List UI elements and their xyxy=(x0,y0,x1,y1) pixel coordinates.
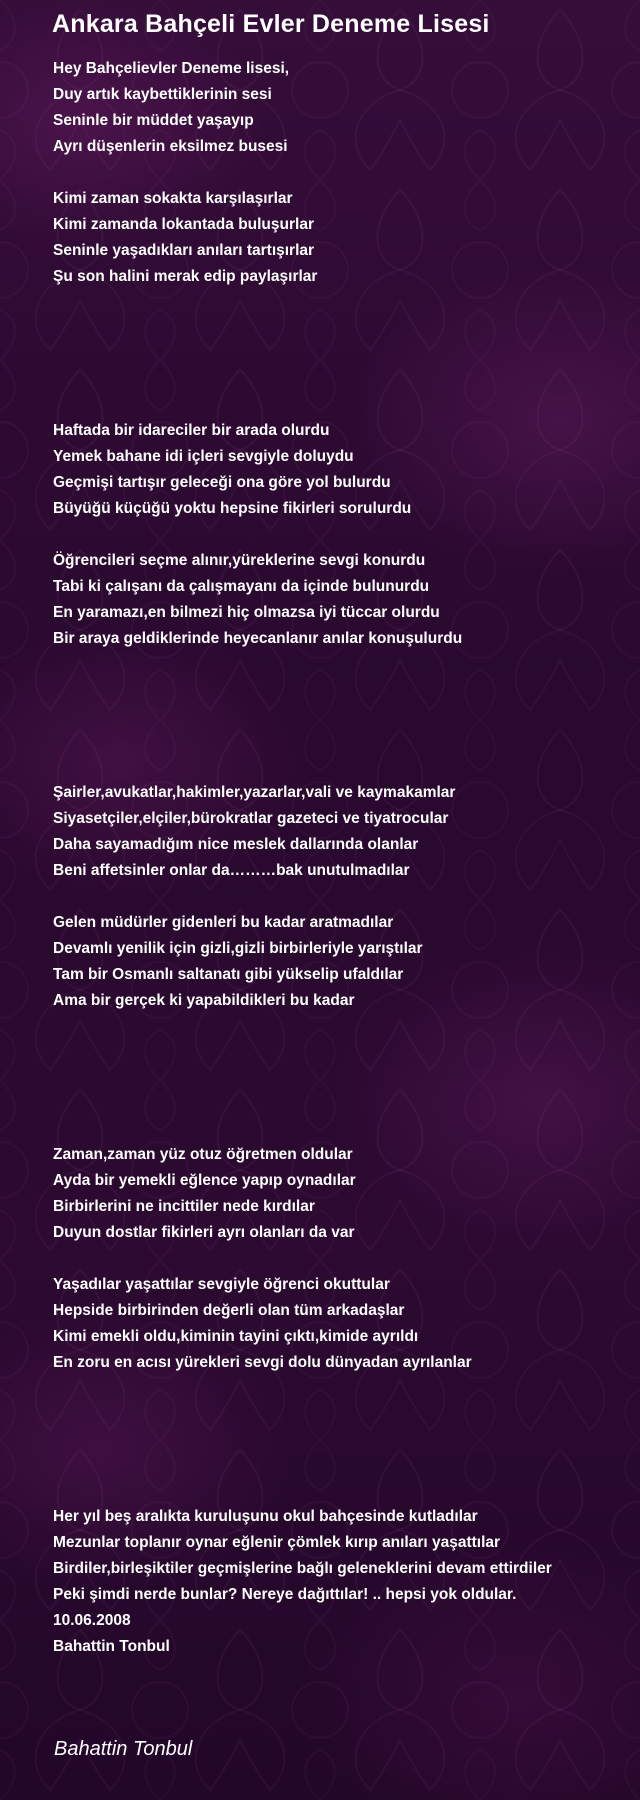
poem-line: Birdiler,birleşiktiler geçmişlerine bağlı geleneklerini devam ettirdiler xyxy=(53,1560,552,1577)
poem-line: Duy artık kaybettiklerinin sesi xyxy=(53,86,272,103)
poem-line: Şairler,avukatlar,hakimler,yazarlar,vali ve kaymakamlar xyxy=(53,784,456,801)
poem-line: Ayrı düşenlerin eksilmez busesi xyxy=(53,138,288,155)
poem-line: Duyun dostlar fikirleri ayrı olanları da var xyxy=(53,1224,355,1241)
poem-line: Kimi emekli oldu,kiminin tayini çıktı,kimide ayrıldı xyxy=(53,1328,419,1345)
poem-section xyxy=(53,56,613,290)
author-name: Bahattin Tonbul xyxy=(54,1738,193,1760)
poem-line: Hey Bahçelievler Deneme lisesi, xyxy=(53,60,290,77)
poem-line: Birbirlerini ne incittiler nede kırdılar xyxy=(53,1198,315,1215)
poem-line: Peki şimdi nerde bunlar? Nereye dağıttılar! .. hepsi yok oldular. xyxy=(53,1586,517,1603)
poem-line: Yemek bahane idi içleri sevgiyle doluydu xyxy=(53,448,354,465)
stanza xyxy=(53,910,613,1014)
poem-line: Siyasetçiler,elçiler,bürokratlar gazeteci ve tiyatrocular xyxy=(53,810,449,827)
stanza xyxy=(53,1504,613,1660)
poem-line: Kimi zaman sokakta karşılaşırlar xyxy=(53,190,293,207)
poem-line: Ayda bir yemekli eğlence yapıp oynadılar xyxy=(53,1172,356,1189)
poem-line: Ama bir gerçek ki yapabildikleri bu kadar xyxy=(53,992,355,1009)
poem-section xyxy=(53,1142,613,1376)
poem-line: En yaramazı,en bilmezi hiç olmazsa iyi tüccar olurdu xyxy=(53,604,440,621)
stanza xyxy=(53,780,613,884)
poem-line: Zaman,zaman yüz otuz öğretmen oldular xyxy=(53,1146,353,1163)
poem-line: Kimi zamanda lokantada buluşurlar xyxy=(53,216,314,233)
poem-line: Beni affetsinler onlar da………bak unutulmadılar xyxy=(53,862,410,879)
poem-line: Devamlı yenilik için gizli,gizli birbirleriyle yarıştılar xyxy=(53,940,423,957)
poem-line: Yaşadılar yaşattılar sevgiyle öğrenci okuttular xyxy=(53,1276,390,1293)
poem-title: Ankara Bahçeli Evler Deneme Lisesi xyxy=(52,10,490,38)
poem-line: Tam bir Osmanlı saltanatı gibi yükselip ufaldılar xyxy=(53,966,404,983)
poem-line: Haftada bir idareciler bir arada olurdu xyxy=(53,422,330,439)
poem-line: Bir araya geldiklerinde heyecanlanır anılar konuşulurdu xyxy=(53,630,463,647)
stanza xyxy=(53,548,613,652)
poem-line: Daha sayamadığım nice meslek dallarında olanlar xyxy=(53,836,419,853)
poem-line: Mezunlar toplanır oynar eğlenir çömlek kırıp anıları yaşattılar xyxy=(53,1534,501,1551)
stanza xyxy=(53,186,613,290)
poem-line: En zoru en acısı yürekleri sevgi dolu dünyadan ayrılanlar xyxy=(53,1354,472,1371)
stanza xyxy=(53,418,613,522)
poem-line: Seninle yaşadıkları anıları tartışırlar xyxy=(53,242,315,259)
poem-section xyxy=(53,1504,613,1660)
stanza xyxy=(53,56,613,160)
poem-line: Gelen müdürler gidenleri bu kadar aratmadılar xyxy=(53,914,394,931)
poem-body xyxy=(53,56,613,1660)
poem-date: 10.06.2008 xyxy=(53,1612,131,1629)
poem-section xyxy=(53,418,613,652)
poem-section xyxy=(53,780,613,1014)
poem-line: Tabi ki çalışanı da çalışmayanı da içinde bulunurdu xyxy=(53,578,430,595)
stanza xyxy=(53,1142,613,1246)
poem-signature: Bahattin Tonbul xyxy=(53,1638,170,1655)
poem-line: Hepside birbirinden değerli olan tüm arkadaşlar xyxy=(53,1302,405,1319)
stanza xyxy=(53,1272,613,1376)
poem-line: Seninle bir müddet yaşayıp xyxy=(53,112,254,129)
poem-line: Her yıl beş aralıkta kuruluşunu okul bahçesinde kutladılar xyxy=(53,1508,478,1525)
poem-line: Büyüğü küçüğü yoktu hepsine fikirleri sorulurdu xyxy=(53,500,412,517)
poem-line: Şu son halini merak edip paylaşırlar xyxy=(53,268,318,285)
poem-line: Geçmişi tartışır geleceği ona göre yol bulurdu xyxy=(53,474,391,491)
poem-line: Öğrencileri seçme alınır,yüreklerine sevgi konurdu xyxy=(53,552,426,569)
